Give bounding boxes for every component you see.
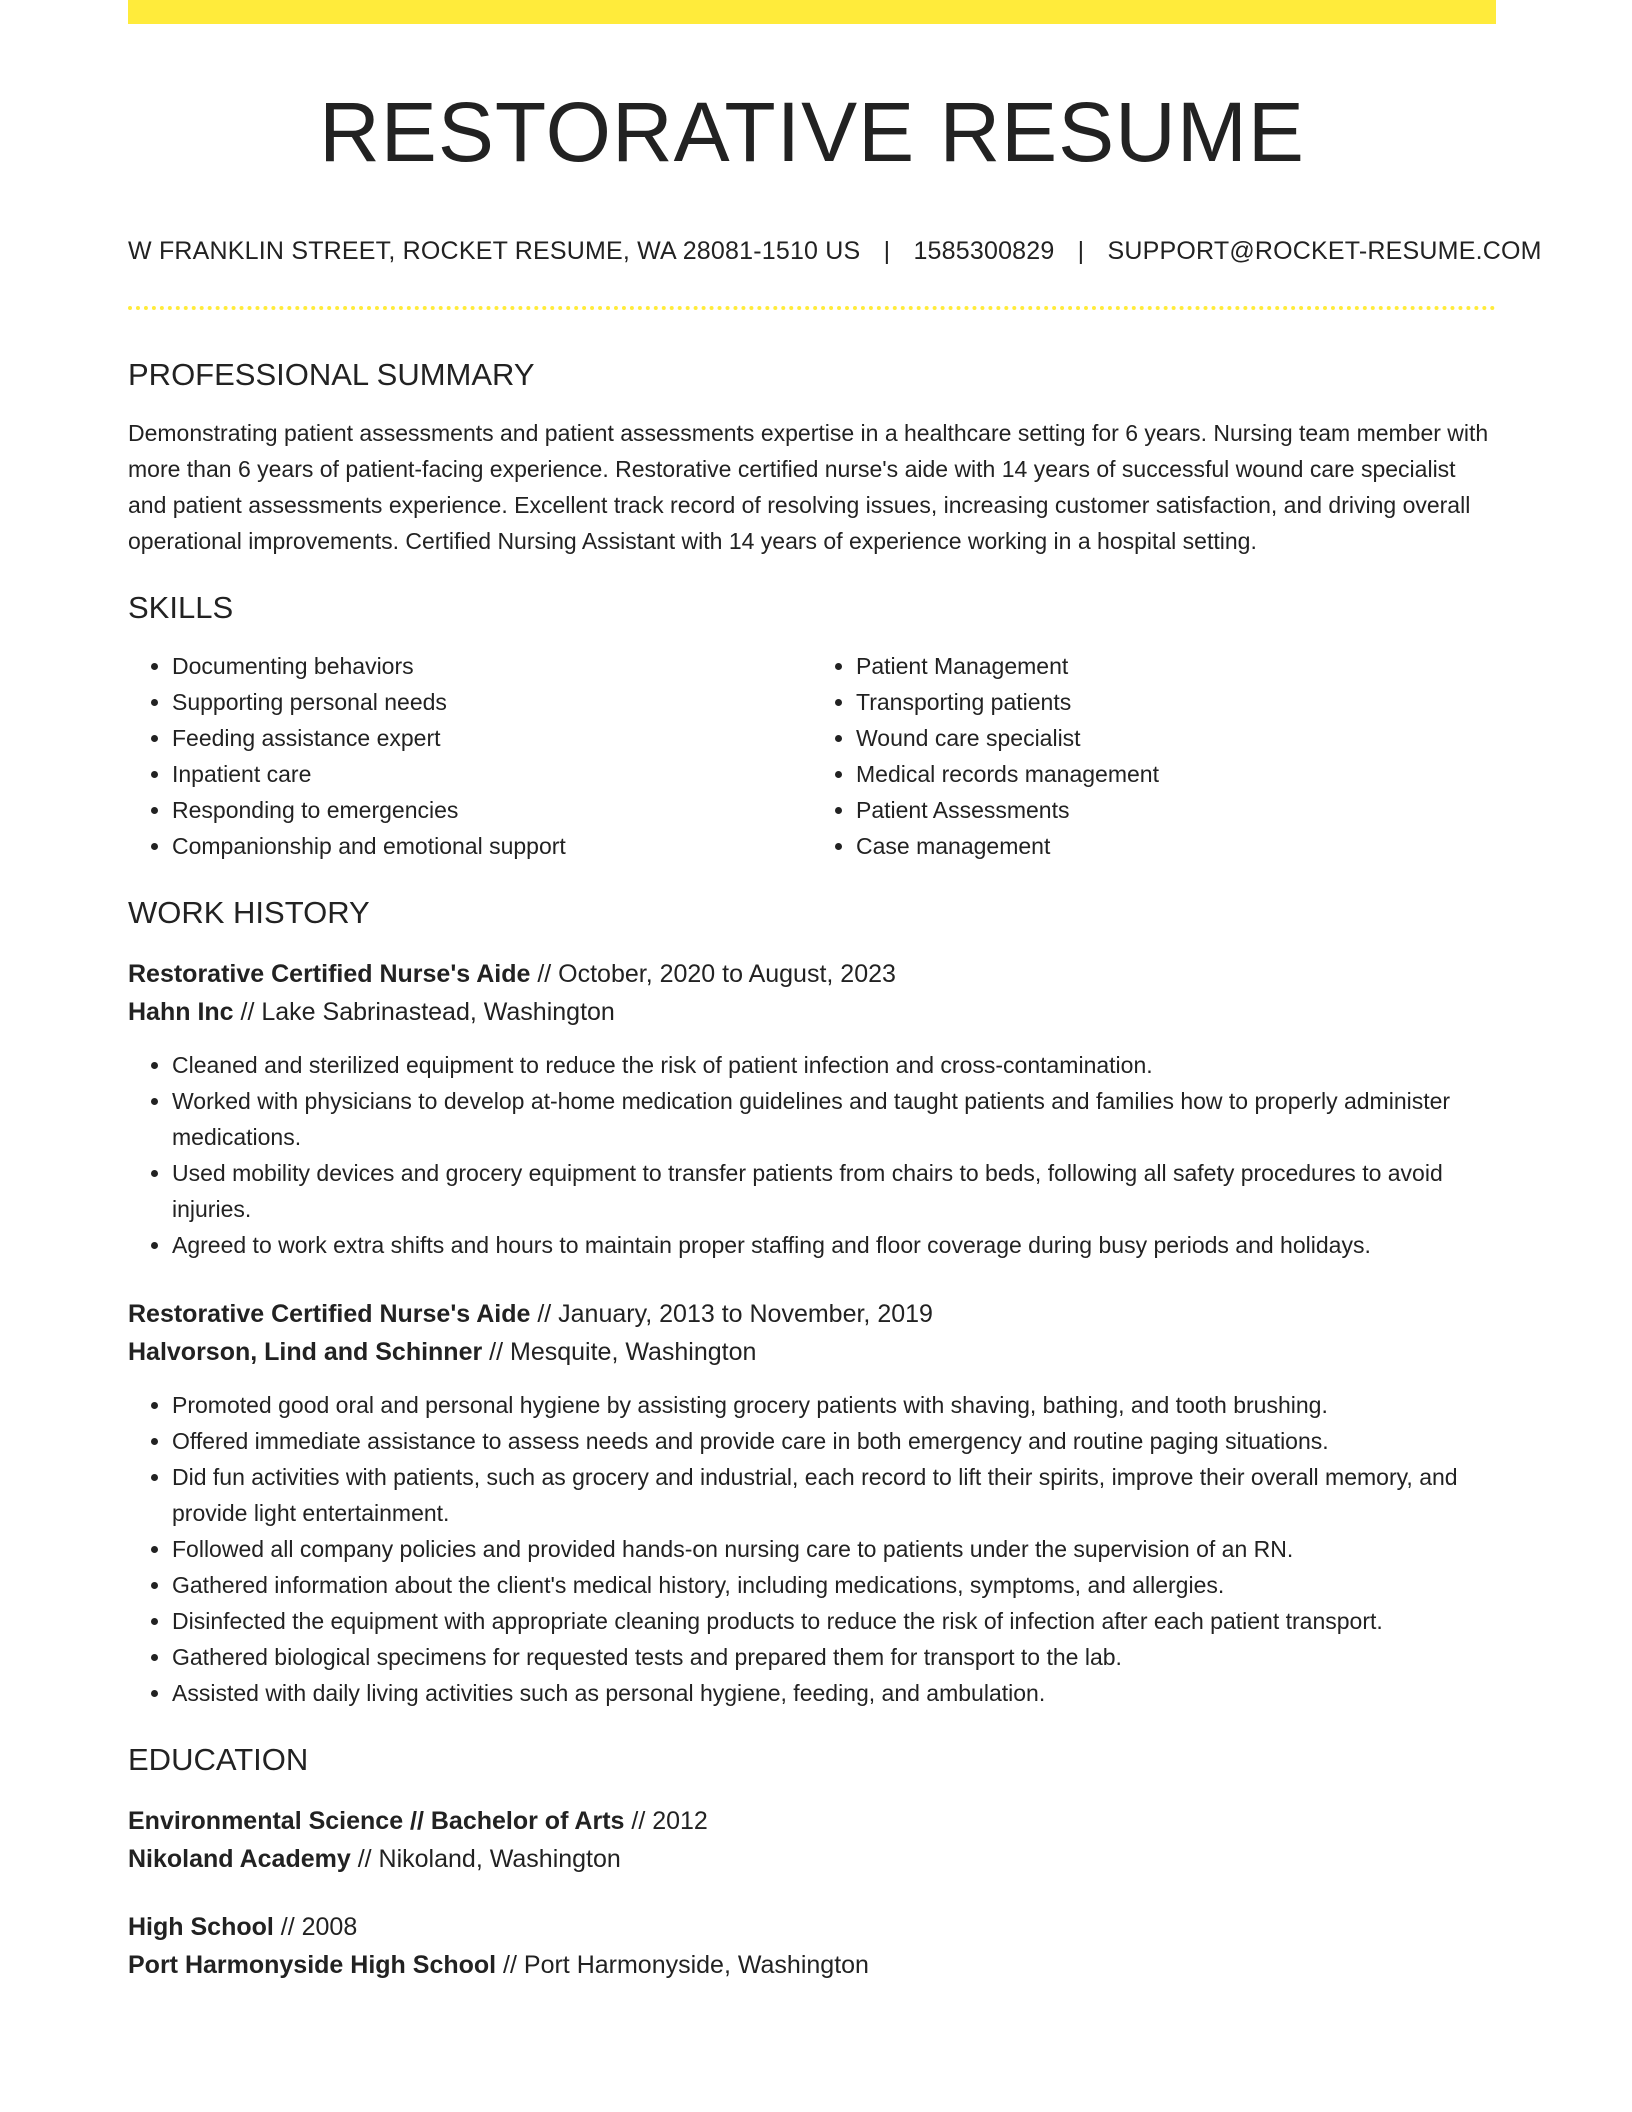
resume-name: RESTORATIVE RESUME [319,85,1305,179]
skill-item: • Feeding assistance expert [172,720,812,756]
education-entry [128,1802,1496,1878]
job-bullet: • Gathered information about the client's medical history, including medications, symptoms, and allergies. [172,1567,1496,1603]
education-location: // Port Harmonyside, Washington [496,1951,869,1980]
education-degree: High School [128,1913,274,1942]
skill-item: • Medical records management [856,756,1496,792]
education-school: Port Harmonyside High School [128,1951,497,1980]
skill-item: • Documenting behaviors [172,648,812,684]
education-school: Nikoland Academy [128,1845,351,1874]
skill-item: • Patient Management [856,648,1496,684]
summary-heading: PROFESSIONAL SUMMARY [128,356,535,392]
dotted-divider [128,306,1496,310]
job-bullet: • Followed all company policies and provided hands-on nursing care to patients under the supervision of an RN. [172,1531,1496,1567]
education-year: // 2012 [624,1807,708,1836]
job-company-line [128,993,1496,1031]
summary-text: Demonstrating patient assessments and patient assessments expertise in a healthcare setting for 6 years. Nursing team member with more than 6 years of patient-facing experience. Restorative certified nurse's aide with 14 years of successful wound care specialist and patient assessments experience. Excellent track record of resolving issues, increasing customer satisfaction, and driving overall operational improvements. Certified Nursing Assistant with 14 years of experience working in a hospital setting. [128,419,1489,554]
job-bullet: • Disinfected the equipment with appropriate cleaning products to reduce the risk of infection after each patient transport. [172,1603,1496,1639]
job-company: Halvorson, Lind and Schinner [128,1338,483,1367]
skills-heading: SKILLS [128,589,234,625]
skill-item: • Responding to emergencies [172,792,812,828]
skills-right-list [812,648,1496,864]
education-location: // Nikoland, Washington [350,1845,621,1874]
job-company: Hahn Inc [128,998,234,1027]
job-bullet: • Offered immediate assistance to assess needs and provide care in both emergency and routine paging situations. [172,1423,1496,1459]
job-bullet: • Assisted with daily living activities such as personal hygiene, feeding, and ambulation. [172,1675,1496,1711]
job-bullet: • Gathered biological specimens for requested tests and prepared them for transport to the lab. [172,1639,1496,1675]
skills-columns [128,648,1496,864]
contact-separator: | [1077,236,1085,265]
skill-item: • Patient Assessments [856,792,1496,828]
contact-separator: | [883,236,891,265]
education-degree: Environmental Science // Bachelor of Arts [128,1807,625,1836]
job-bullet: • Cleaned and sterilized equipment to reduce the risk of patient infection and cross-contamination. [172,1047,1496,1083]
job-bullet: • Used mobility devices and grocery equipment to transfer patients from chairs to beds, following all safety procedures to avoid injuries. [172,1155,1496,1227]
job-role: Restorative Certified Nurse's Aide [128,1300,531,1329]
job-company-line [128,1333,1496,1371]
skill-item: • Supporting personal needs [172,684,812,720]
skill-item: • Case management [856,828,1496,864]
skill-item: • Companionship and emotional support [172,828,812,864]
skill-item: • Transporting patients [856,684,1496,720]
job-title-line [128,955,1496,993]
job-dates: // January, 2013 to November, 2019 [530,1300,933,1329]
job-dates: // October, 2020 to August, 2023 [530,960,896,989]
job-entry [128,1295,1496,1711]
job-bullets [128,1387,1496,1711]
education-entry [128,1908,1496,1984]
job-bullet: • Did fun activities with patients, such as grocery and industrial, each record to lift their spirits, improve their overall memory, and provide light entertainment. [172,1459,1496,1531]
skills-left-list [128,648,812,864]
job-location: // Mesquite, Washington [482,1338,757,1367]
education-degree-line [128,1908,1496,1946]
job-entry [128,955,1496,1263]
skill-item: • Wound care specialist [856,720,1496,756]
work-history-heading: WORK HISTORY [128,894,370,930]
contact-line [128,236,1542,266]
education-school-line [128,1946,1496,1984]
education-heading: EDUCATION [128,1742,309,1778]
education-school-line [128,1840,1496,1878]
job-bullet: • Promoted good oral and personal hygiene by assisting grocery patients with shaving, bathing, and tooth brushing. [172,1387,1496,1423]
resume-page [128,0,1542,1984]
job-location: // Lake Sabrinastead, Washington [233,998,615,1027]
education-year: // 2008 [273,1913,358,1942]
job-title-line [128,1295,1496,1333]
job-bullets [128,1047,1496,1263]
skill-item: • Inpatient care [172,756,812,792]
contact-email: SUPPORT@ROCKET-RESUME.COM [1107,236,1542,265]
education-degree-line [128,1802,1496,1840]
job-bullet: • Worked with physicians to develop at-home medication guidelines and taught patients and families how to properly administer medications. [172,1083,1496,1155]
job-bullet: • Agreed to work extra shifts and hours to maintain proper staffing and floor coverage during busy periods and holidays. [172,1227,1496,1263]
job-role: Restorative Certified Nurse's Aide [128,960,531,989]
contact-address: W FRANKLIN STREET, ROCKET RESUME, WA 28081-1510 US [128,236,861,265]
contact-phone: 1585300829 [913,236,1055,265]
top-accent-bar [128,0,1496,24]
